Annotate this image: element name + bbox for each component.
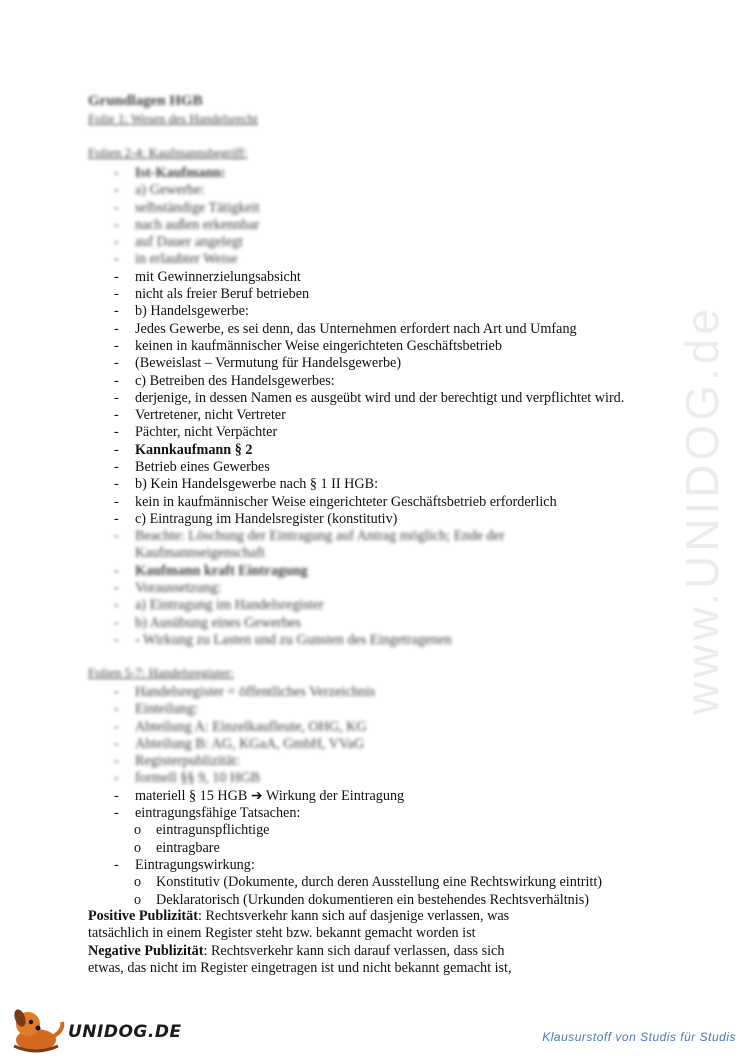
list-item [0, 511, 750, 528]
document-subtitle: Folie 1: Wesen des Handelsrecht [88, 111, 258, 126]
list-item [0, 580, 750, 597]
list-item [0, 234, 750, 251]
list-item-text: auf Dauer angelegt [135, 234, 243, 251]
list-item-text: kein in kaufmännischer Weise eingerichteter Geschäftsbetrieb erforderlich [135, 493, 557, 510]
list-item [0, 251, 750, 268]
list-item [0, 597, 750, 614]
sub-list-item-text: eintragbare [156, 839, 220, 856]
list-item [0, 736, 750, 753]
list-item-text: b) Handelsgewerbe: [135, 303, 249, 320]
dash-bullet: - [114, 562, 119, 579]
list-item [0, 753, 750, 770]
dog-icon [6, 1000, 68, 1056]
circle-bullet: o [134, 822, 142, 839]
section-heading-handelsregister: Folien 5-7: Handelsregister: [88, 665, 234, 680]
sub-list-item [0, 840, 750, 857]
list-item [0, 701, 750, 718]
dash-bullet: - [114, 476, 119, 493]
dash-bullet: - [114, 856, 119, 873]
list-item [0, 805, 750, 822]
dash-bullet: - [114, 753, 119, 770]
list-item [0, 857, 750, 874]
dash-bullet: - [114, 770, 119, 787]
list-item [0, 165, 750, 182]
list-item-text: a) Eintragung im Handelsregister [135, 597, 324, 614]
list-item [0, 338, 750, 355]
dash-bullet: - [114, 320, 119, 337]
list-item [0, 321, 750, 338]
sub-list-item [0, 874, 750, 891]
sub-list-item [0, 892, 750, 909]
dash-bullet: - [114, 182, 119, 199]
dash-bullet: - [114, 337, 119, 354]
sub-list-item-text: Deklaratorisch (Urkunden dokumentieren ein bestehendes Rechtsverhältnis) [156, 891, 589, 908]
title-block [88, 92, 258, 128]
list-item [0, 286, 750, 303]
list-item-text: in erlaubter Weise [135, 251, 238, 268]
list-item [0, 719, 750, 736]
publizitaet-paragraphs: Positive Publizität: Rechtsverkehr kann sich auf dasjenige verlassen, was tatsächlich in einem Register steht bzw. bekannt gemacht worden ist Negative Publizität: Rechtsverkehr kann sich darauf verlassen, dass sich etwas, das nicht im Register eingetragen ist und nicht bekannt gemacht ist, [88, 908, 648, 977]
list-item [0, 615, 750, 632]
dash-bullet: - [114, 510, 119, 527]
list-item-text: mit Gewinnerzielungsabsicht [135, 268, 301, 285]
dash-bullet: - [114, 234, 119, 251]
list-item-text: selbständige Tätigkeit [135, 199, 260, 216]
list-item-text: keinen in kaufmännischer Weise eingerichteten Geschäftsbetrieb [135, 337, 502, 354]
list-item-text: c) Eintragung im Handelsregister (konstitutiv) [135, 510, 398, 527]
dash-bullet: - [114, 286, 119, 303]
list-item-text: nach außen erkennbar [135, 216, 260, 233]
list-item-text: Betrieb eines Gewerbes [135, 459, 270, 476]
list-item [0, 355, 750, 372]
list-item-text: Kannkaufmann § 2 [135, 441, 253, 458]
dash-bullet: - [114, 355, 119, 372]
list-item [0, 407, 750, 424]
dash-bullet: - [114, 684, 119, 700]
dash-bullet: - [114, 787, 119, 804]
list-item-text: eintragungsfähige Tatsachen: [135, 805, 301, 822]
dash-bullet: - [114, 251, 119, 268]
list-item-text: Beachte: Löschung der Eintragung auf Antrag möglich; Ende der Kaufmannseigenschaft [135, 528, 505, 562]
list-item [0, 684, 750, 701]
positive-publizitaet: Positive Publizität: Rechtsverkehr kann sich auf dasjenige verlassen, was [88, 908, 510, 924]
unidog-logo[interactable]: UNIDOG.DE [6, 1000, 166, 1056]
list-item-text: c) Betreiben des Handelsgewerbes: [135, 372, 335, 389]
dash-bullet: - [114, 199, 119, 216]
list-item-text: Ist-Kaufmann: [135, 165, 226, 181]
dash-bullet: - [114, 407, 119, 424]
footer-slogan: Klausurstoff von Studis für Studis [542, 1030, 736, 1044]
list-item-text: Handelsregister = öffentliches Verzeichnis [135, 684, 376, 700]
list-item [0, 459, 750, 476]
list-item [0, 303, 750, 320]
list-item [0, 788, 750, 805]
list-item-text: - Wirkung zu Lasten und zu Gunsten des Eingetragenen [135, 632, 452, 649]
list-item [0, 476, 750, 493]
list-item [0, 442, 750, 459]
list-item-text: Einteilung: [135, 701, 199, 718]
dash-bullet: - [114, 441, 119, 458]
sub-list-item-text: Konstitutiv (Dokumente, durch deren Ausstellung eine Rechtswirkung eintritt) [156, 874, 603, 891]
list-item [0, 494, 750, 511]
sub-list-item [0, 822, 750, 839]
dash-bullet: - [114, 597, 119, 614]
negative-publizitaet: Negative Publizität: Rechtsverkehr kann sich darauf verlassen, dass sich [88, 942, 505, 959]
list-item [0, 424, 750, 441]
dash-bullet: - [114, 805, 119, 822]
list-item-text: b) Kein Handelsgewerbe nach § 1 II HGB: [135, 476, 379, 493]
list-item-text: Kaufmann kraft Eintragung [135, 562, 308, 579]
circle-bullet: o [134, 874, 142, 891]
list-item-text: materiell § 15 HGB ➔ Wirkung der Eintragung [135, 787, 405, 804]
list-item [0, 269, 750, 286]
dash-bullet: - [114, 632, 119, 649]
list-item-text: b) Ausübung eines Gewerbes [135, 614, 301, 631]
list-item-text: Abteilung A: Einzelkaufleute, OHG, KG [135, 718, 367, 735]
list-item [0, 632, 750, 649]
list-item-text: Voraussetzung: [135, 580, 222, 597]
dash-bullet: - [114, 216, 119, 233]
list-item-text: Pächter, nicht Verpächter [135, 424, 278, 441]
list-item [0, 217, 750, 234]
list-item-text: Eintragungswirkung: [135, 856, 255, 873]
dash-bullet: - [114, 701, 119, 718]
dash-bullet: - [114, 372, 119, 389]
handelsregister-list [0, 684, 750, 909]
dash-bullet: - [114, 389, 119, 406]
list-item-text: Abteilung B: AG, KGaA, GmbH, VVaG [135, 735, 365, 752]
dash-bullet: - [114, 424, 119, 441]
list-item-text: Registerpublizität: [135, 753, 240, 770]
list-item-text: formell §§ 9, 10 HGB [135, 770, 260, 787]
list-item-text: a) Gewerbe: [135, 182, 205, 199]
dash-bullet: - [114, 528, 119, 545]
dash-bullet: - [114, 303, 119, 320]
list-item [0, 373, 750, 390]
dash-bullet: - [114, 614, 119, 631]
list-item [0, 528, 750, 563]
list-item [0, 182, 750, 199]
list-item-text: Jedes Gewerbe, es sei denn, das Unternehmen erfordert nach Art und Umfang [135, 320, 577, 337]
dash-bullet: - [114, 580, 119, 597]
dash-bullet: - [114, 459, 119, 476]
kaufmann-list [0, 165, 750, 649]
sub-list-item-text: eintragunspflichtige [156, 822, 270, 839]
list-item-text: (Beweislast – Vermutung für Handelsgewerbe) [135, 355, 402, 372]
list-item-text: Vertretener, nicht Vertreter [135, 407, 286, 424]
dash-bullet: - [114, 165, 119, 181]
list-item [0, 563, 750, 580]
document-title: Grundlagen HGB [88, 93, 203, 109]
circle-bullet: o [134, 839, 142, 856]
dash-bullet: - [114, 718, 119, 735]
list-item [0, 770, 750, 787]
section-heading-kaufmann: Folien 2-4: Kaufmannsbegriff: [88, 145, 248, 160]
dash-bullet: - [114, 268, 119, 285]
circle-bullet: o [134, 891, 142, 908]
list-item-text: derjenige, in dessen Namen es ausgeübt wird und der berechtigt und verpflichtet wird. [135, 389, 625, 406]
list-item [0, 390, 750, 407]
dash-bullet: - [114, 493, 119, 510]
dash-bullet: - [114, 735, 119, 752]
list-item [0, 200, 750, 217]
watermark: www.UNIDOG.de [676, 305, 729, 715]
list-item-text: nicht als freier Beruf betrieben [135, 286, 310, 303]
